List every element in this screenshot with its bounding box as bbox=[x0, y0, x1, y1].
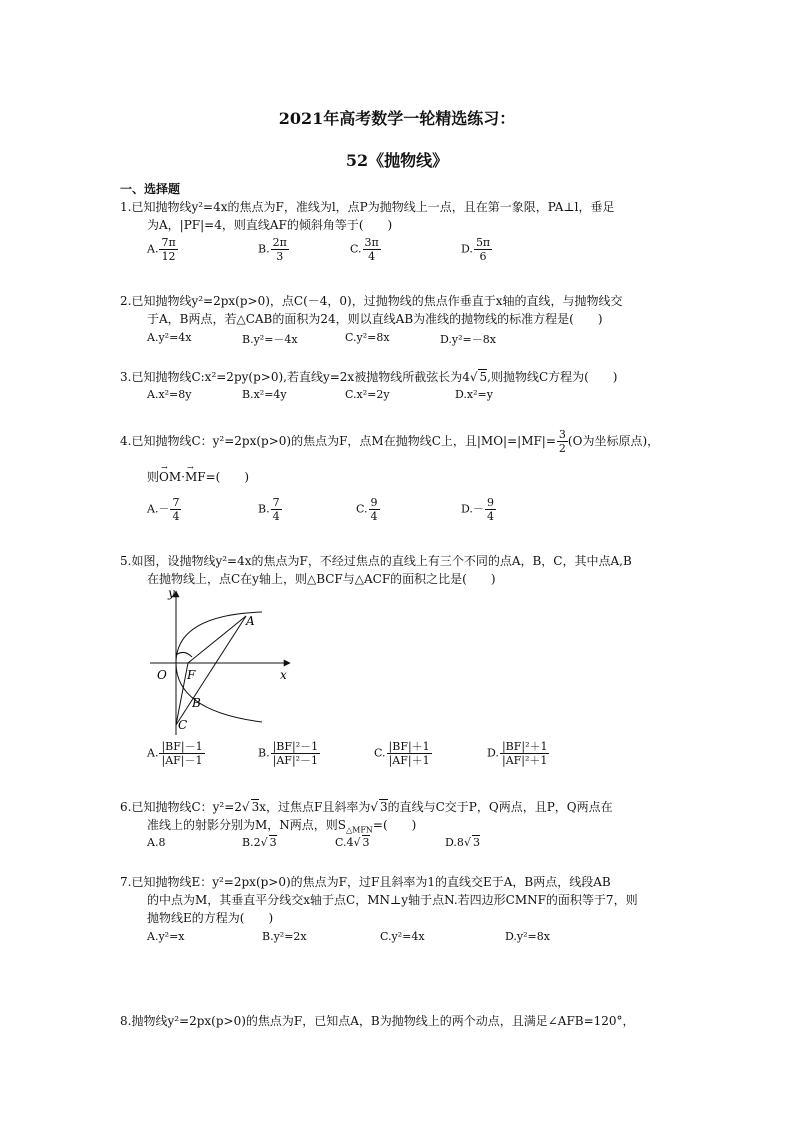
q6-option-b: B.2√ 3 bbox=[242, 836, 277, 849]
q7-line1: 7.已知抛物线E：y²=2px(p>0)的焦点为F，过F且斜率为1的直线交E于A，B两点，线段AB bbox=[120, 875, 611, 889]
q7-option-c: C.y²=4x bbox=[380, 930, 425, 943]
q7-option-b: B.y²=2x bbox=[262, 930, 307, 943]
q1-line2: 为A，|PF|=4，则直线AF的倾斜角等于( ) bbox=[147, 218, 393, 232]
q4-option-a: A.－ $\frac{7}{4}$ bbox=[147, 496, 180, 523]
q3-option-d: D.x²=y bbox=[455, 388, 493, 401]
q4-option-d: D.－ $\frac{9}{4}$ bbox=[461, 496, 494, 523]
q3-option-c: C.x²=2y bbox=[345, 388, 390, 401]
q1-option-d: D. $\frac{5\pi}{6}$ bbox=[461, 236, 491, 263]
q1-option-c: C. $\frac{3\pi}{4}$ bbox=[350, 236, 379, 263]
q2-option-c: C.y²=8x bbox=[345, 331, 390, 344]
q7-line2: 的中点为M，其垂直平分线交x轴于点C，MN⊥y轴于点N.若四边形CMNF的面积等于7，则 bbox=[147, 893, 638, 907]
q6-line1: 6.已知抛物线C：y²=2√ 3x，过焦点F且斜率为√ 3的直线与C交于P，Q两点，且P，Q两点在 bbox=[120, 800, 613, 814]
q5-line2: 在抛物线上，点C在y轴上，则△BCF与△ACF的面积之比是( ) bbox=[147, 572, 496, 586]
fig-label-b: B bbox=[192, 696, 201, 710]
q2-option-d: D.y²=－8x bbox=[440, 333, 496, 346]
q5-line1: 5.如图，设抛物线y²=4x的焦点为F，不经过焦点的直线上有三个不同的点A，B，C，其中点A,B bbox=[120, 554, 632, 568]
q7-option-a: A.y²=x bbox=[147, 930, 185, 943]
parabola-figure bbox=[140, 583, 300, 738]
q6-option-c: C.4√ 3 bbox=[335, 836, 370, 849]
q5-option-a: A. $\frac{|BF|-1}{|AF|-1}$ bbox=[147, 740, 203, 767]
q6-option-d: D.8√ 3 bbox=[445, 836, 480, 849]
fig-label-x: x bbox=[280, 668, 287, 682]
fig-label-y: y bbox=[168, 586, 175, 600]
fig-label-a: A bbox=[246, 614, 255, 628]
q3-line1: 3.已知抛物线C:x²=2py(p>0),若直线y=2x被抛物线所截弦长为4√ 5,则抛物线C方程为( ) bbox=[120, 370, 618, 384]
page-subtitle: 52《抛物线》 bbox=[345, 151, 449, 170]
q4-option-c: C. $\frac{9}{4}$ bbox=[356, 496, 378, 523]
q1-option-a: A. $\frac{7\pi}{12}$ bbox=[147, 236, 176, 263]
q1-line1: 1.已知抛物线y²=4x的焦点为F，准线为l，点P为抛物线上一点，且在第一象限，PA⊥l，垂足 bbox=[120, 200, 615, 214]
q3-option-b: B.x²=4y bbox=[242, 388, 287, 401]
q5-option-c: C. $\frac{|BF|+1}{|AF|+1}$ bbox=[374, 740, 430, 767]
vector-mf: → MF bbox=[185, 468, 206, 486]
q5-option-d: D. $\frac{\text{|BF|²＋1}}{\text{|AF|²＋1}}$ bbox=[487, 740, 548, 767]
q4-line2: 则→ OM·→ MF=( ) bbox=[147, 468, 249, 486]
q2-option-a: A.y²=4x bbox=[147, 331, 192, 344]
section-heading: 一、选择题 bbox=[120, 182, 181, 196]
q8-line1: 8.抛物线y²=2px(p>0)的焦点为F，已知点A，B为抛物线上的两个动点，且满足∠AFB=120°， bbox=[120, 1014, 635, 1028]
q5-option-b: B. $\frac{\text{|BF|²－1}}{\text{|AF|²－1}}$ bbox=[258, 740, 319, 767]
q2-line2: 于A，B两点，若△CAB的面积为24，则以直线AB为准线的抛物线的标准方程是( ) bbox=[147, 312, 603, 326]
segment-detail bbox=[176, 652, 192, 657]
q4-line1: 4.已知抛物线C：y²=2px(p>0)的焦点为F，点M在抛物线C上，且|MO|=|MF|= $\frac{3}{2}$ (O为坐标原点)， bbox=[120, 428, 660, 455]
q7-line3: 抛物线E的方程为( ) bbox=[147, 911, 274, 925]
segment-af bbox=[188, 616, 246, 663]
vector-om: → OM bbox=[159, 468, 181, 486]
q6-option-a: A.8 bbox=[147, 836, 166, 849]
q1-option-b: B. $\frac{2\pi}{3}$ bbox=[258, 236, 287, 263]
fig-label-f: F bbox=[187, 668, 196, 682]
page-title: 2021年高考数学一轮精选练习： bbox=[278, 109, 516, 128]
fig-label-c: C bbox=[178, 718, 188, 732]
q6-line2: 准线上的射影分别为M，N两点，则$S_{\triangle MFN}=$( ) bbox=[147, 818, 417, 835]
q3-option-a: A.x²=8y bbox=[147, 388, 192, 401]
q7-option-d: D.y²=8x bbox=[505, 930, 550, 943]
q4-option-b: B. $\frac{7}{4}$ bbox=[258, 496, 280, 523]
q2-line1: 2.已知抛物线y²=2px(p>0)，点C(－4，0)，过抛物线的焦点作垂直于x轴的直线，与抛物线交 bbox=[120, 294, 623, 308]
q2-option-b: B.y²=－4x bbox=[242, 333, 298, 346]
fig-label-o: O bbox=[157, 668, 167, 682]
